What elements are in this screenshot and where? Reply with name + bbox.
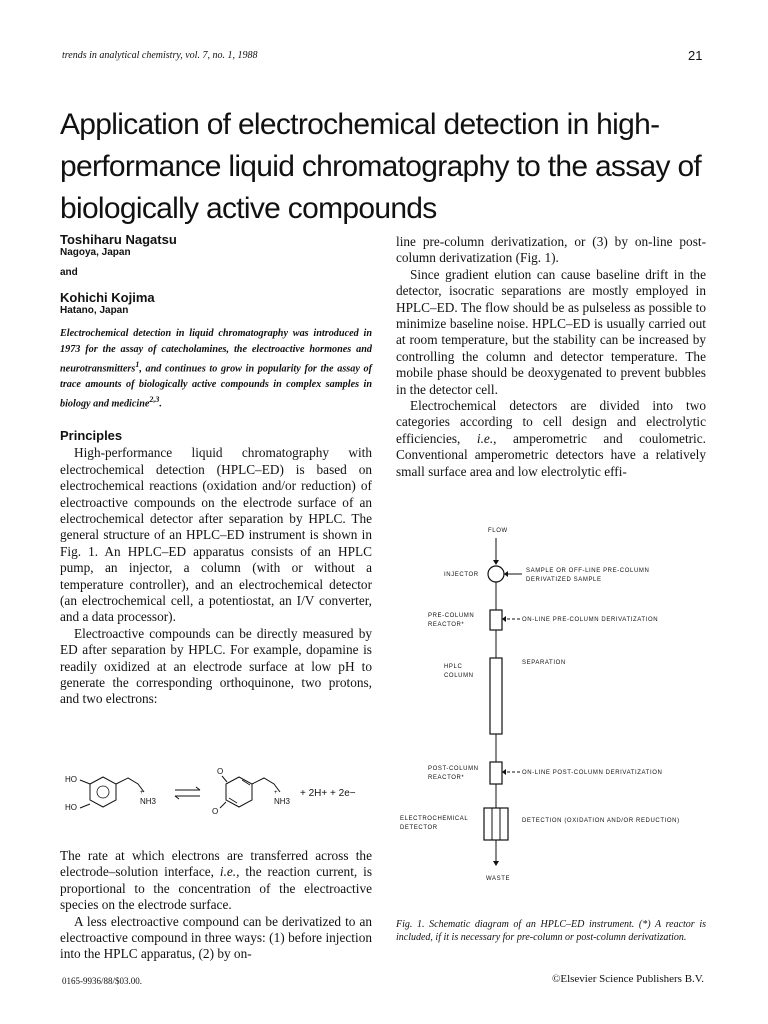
catechol-ring — [90, 777, 116, 807]
authors-joiner: and — [60, 267, 78, 278]
abstract-ref-a: 1 — [135, 360, 140, 369]
paragraph-rate-ie: i.e. — [219, 864, 237, 880]
paragraph-derivatization: A less electroactive compound can be derivatized to an electroactive compound in three ways: (1) before injection into the HPLC apparatus, (2) by on- — [60, 913, 372, 962]
scheme-nh3-right: NH3 — [274, 797, 291, 806]
paragraph-right-2: Since gradient elution can cause baseline drift in the detector, isocratic separations are mostly employed in HPLC–ED. The flow should be as pulseless as possible to minimize baseline noise. HPLC–ED is usually carried out at room temperature, but the stability can be increased by controlling the column and detector temperature. The mobile phase should be deoxygenated to prevent bubbles in the detector cell. — [396, 266, 706, 397]
label-sample-line2: DERIVATIZED SAMPLE — [526, 577, 602, 583]
abstract-text-b: , and continues to grow in popularity for the assay of trace amounts of biologically active compounds in complex samples in biology and medicine — [60, 363, 372, 410]
label-flow: FLOW — [488, 528, 508, 534]
paragraph-rate-text-b: , the reaction current, is proportional to the concentration of the electroactive species on the electrode surface. — [60, 864, 372, 913]
quinone-ring — [226, 777, 252, 807]
scheme-plus-left: + — [140, 790, 144, 796]
label-hplc-line1: HPLC — [444, 664, 463, 670]
right-column — [396, 234, 706, 480]
paragraph-rate-text-a: The rate at which electrons are transferred across the electrode–solution interface, — [60, 848, 372, 880]
left-body — [60, 445, 372, 708]
abstract-text-c: . — [159, 398, 162, 410]
scheme-o-top: O — [217, 767, 224, 776]
electrochemical-detector — [484, 808, 508, 840]
author-affiliation-1: Nagoya, Japan — [60, 247, 131, 258]
scheme-products: + 2H+ + 2e− — [300, 788, 356, 799]
abstract — [60, 326, 372, 412]
scheme-nh3-left: NH3 — [140, 797, 157, 806]
page-number: 21 — [688, 48, 703, 63]
article-title: Application of electrochemical detection in high-performance liquid chromatography to the assay of biologically active compounds — [60, 108, 702, 226]
author-name-1: Toshiharu Nagatsu — [60, 232, 177, 247]
journal-citation: trends in analytical chemistry, vol. 7, no. 1, 1988 — [62, 50, 258, 61]
paragraph-right-3-text-b: , amperometric and coulometric. Conventional amperometric detectors have a relatively small surface area and low electrolytic effi- — [396, 430, 706, 479]
abstract-ref-b: 2,3 — [149, 395, 160, 405]
left-body-continued — [60, 848, 372, 963]
author-name-2: Kohichi Kojima — [60, 290, 155, 305]
scheme-plus-right: + — [274, 790, 278, 796]
label-waste: WASTE — [486, 876, 511, 882]
label-post-derivatization: ON-LINE POST-COLUMN DERIVATIZATION — [522, 770, 663, 776]
figure-caption: Fig. 1. Schematic diagram of an HPLC–ED instrument. (*) A reactor is included, if it is necessary for pre-column or post-column derivatization. — [396, 919, 706, 943]
label-post-reactor-line1: POST-COLUMN — [428, 766, 479, 772]
paragraph-principles-2: Electroactive compounds can be directly measured by ED after separation by HPLC. For example, dopamine is readily oxidized at an electrode surface at low pH to generate the corresponding orthoquinone, two protons, and two electrons: — [60, 625, 372, 707]
scheme-o-bottom: O — [212, 807, 219, 816]
label-pre-reactor-line2: REACTOR* — [428, 622, 465, 628]
label-hplc-line2: COLUMN — [444, 673, 474, 679]
left-column — [60, 232, 372, 708]
footer-publisher: ©Elsevier Science Publishers B.V. — [552, 973, 705, 985]
hplc-column — [490, 658, 502, 734]
scheme-ho-top: HO — [65, 775, 77, 784]
footer-code: 0165-9936/88/$03.00. — [62, 976, 142, 986]
post-column-reactor — [490, 762, 502, 784]
label-sample-line1: SAMPLE OR OFF-LINE PRE-COLUMN — [526, 568, 650, 574]
hplc-ed-diagram — [396, 518, 716, 898]
paragraph-rate — [60, 848, 372, 914]
dopamine-oxidation-scheme — [60, 760, 380, 830]
label-detection: DETECTION (OXIDATION AND/OR REDUCTION) — [522, 818, 680, 824]
author-affiliation-2: Hatano, Japan — [60, 305, 129, 316]
scheme-ho-bottom: HO — [65, 803, 77, 812]
abstract-text-a: Electrochemical detection in liquid chromatography was introduced in 1973 for the assay of catecholamines, the electroactive hormones and neurotransmitters — [60, 328, 372, 375]
paragraph-right-1: line pre-column derivatization, or (3) by on-line post-column derivatization (Fig. 1). — [396, 234, 706, 266]
label-separation: SEPARATION — [522, 660, 566, 666]
paragraph-principles-1: High-performance liquid chromatography with electrochemical detection (HPLC–ED) is based on electrochemical reactions (oxidation and/or reduction) of electroactive compounds on the electrode surface of an electrochemical detector after separation by HPLC. The general structure of an HPLC–ED instrument is shown in Fig. 1. An HPLC–ED apparatus consists of an HPLC pump, an injector, a column (with or without a temperature controller), and an electrochemical detector (an electrochemical cell, a potentiostat, an I/V converter, and a data processor). — [60, 445, 372, 625]
label-ecd-line1: ELECTROCHEMICAL — [400, 816, 469, 822]
paragraph-right-3-ie: i.e. — [476, 430, 494, 446]
paragraph-right-3-text-a: Electrochemical detectors are divided into two categories according to cell design and electrolytic efficiencies, — [396, 398, 706, 446]
pre-column-reactor — [490, 610, 502, 630]
label-injector: INJECTOR — [444, 572, 479, 578]
label-pre-derivatization: ON-LINE PRE-COLUMN DERIVATIZATION — [522, 617, 659, 623]
label-ecd-line2: DETECTOR — [400, 825, 438, 831]
injector-symbol — [488, 566, 504, 582]
paragraph-right-3 — [396, 398, 706, 480]
label-pre-reactor-line1: PRE-COLUMN — [428, 613, 475, 619]
label-post-reactor-line2: REACTOR* — [428, 775, 465, 781]
section-heading-principles: Principles — [60, 428, 123, 444]
